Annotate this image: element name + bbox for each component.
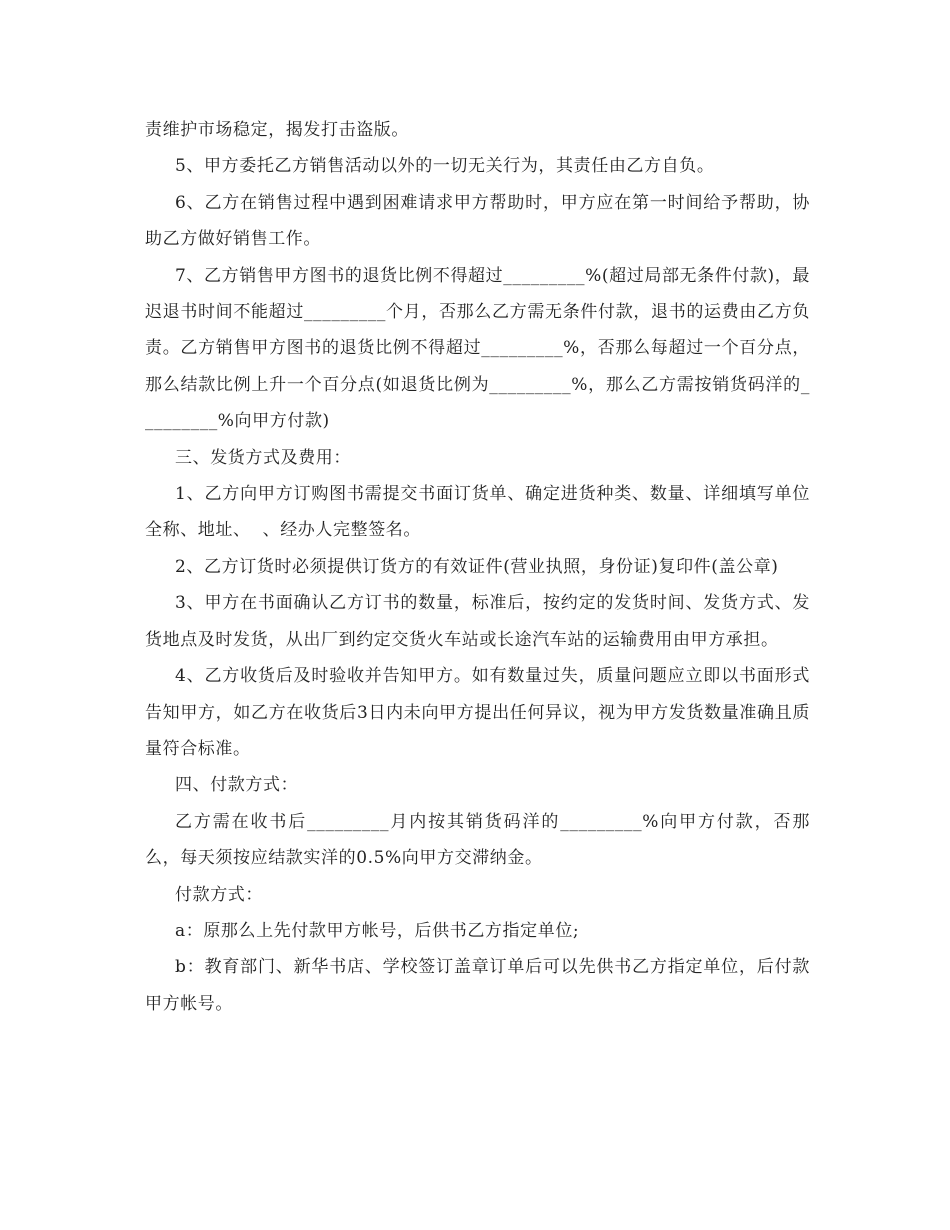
section-heading-shipping: 三、发货方式及费用： <box>175 447 351 468</box>
paragraph-item-5: 5、甲方委托乙方销售活动以外的一切无关行为，其责任由乙方自负。 <box>175 156 715 177</box>
paragraph-item-6: 6、乙方在销售过程中遇到困难请求甲方帮助时，甲方应在第一时间给予帮助，协助乙方做好销售工作。 <box>145 192 810 250</box>
paragraph-shipping-4: 4、乙方收货后及时验收并告知甲方。如有数量过失，质量问题应立即以书面形式告知甲方，如乙方在收货后3日内未向甲方提出任何异议，视为甲方发货数量准确且质量符合标准。 <box>145 666 810 759</box>
paragraph-shipping-1: 1、乙方向甲方订购图书需提交书面订货单、确定进货种类、数量、详细填写单位全称、地址、 、经办人完整签名。 <box>145 484 810 541</box>
paragraph-item-7: 7、乙方销售甲方图书的退货比例不得超过_________%(超过局部无条件付款)，最迟退书时间不能超过_________个月，否那么乙方需无条件付款，退书的运费由乙方负责。乙方销售甲方图书的退货比例不得超过_________%，否那么每超过一个百分点，那么结款比例上升一个百分点(如退货比例为_________%，那么乙方需按销货码洋的_________%向甲方付款) <box>145 265 810 432</box>
section-heading-payment: 四、付款方式： <box>175 775 299 796</box>
paragraph-continuation: 责维护市场稳定，揭发打击盗版。 <box>145 120 409 140</box>
paragraph-shipping-2: 2、乙方订货时必须提供订货方的有效证件(营业执照，身份证)复印件(盖公章) <box>175 556 779 577</box>
paragraph-payment-method-a: a：原那么上先付款甲方帐号，后供书乙方指定单位; <box>175 920 580 941</box>
paragraph-shipping-3: 3、甲方在书面确认乙方订书的数量，标准后，按约定的发货时间、发货方式、发货地点及时发货，从出厂到约定交货火车站或长途汽车站的运输费用由甲方承担。 <box>145 593 810 650</box>
document-body <box>145 112 810 1022</box>
paragraph-payment-terms: 乙方需在收书后_________月内按其销货码洋的_________%向甲方付款，否那么，每天须按应结款实洋的0.5%向甲方交滞纳金。 <box>145 811 810 869</box>
paragraph-payment-methods-label: 付款方式： <box>175 884 263 905</box>
paragraph-payment-method-b: b：教育部门、新华书店、学校签订盖章订单后可以先供书乙方指定单位，后付款甲方帐号。 <box>145 957 810 1014</box>
